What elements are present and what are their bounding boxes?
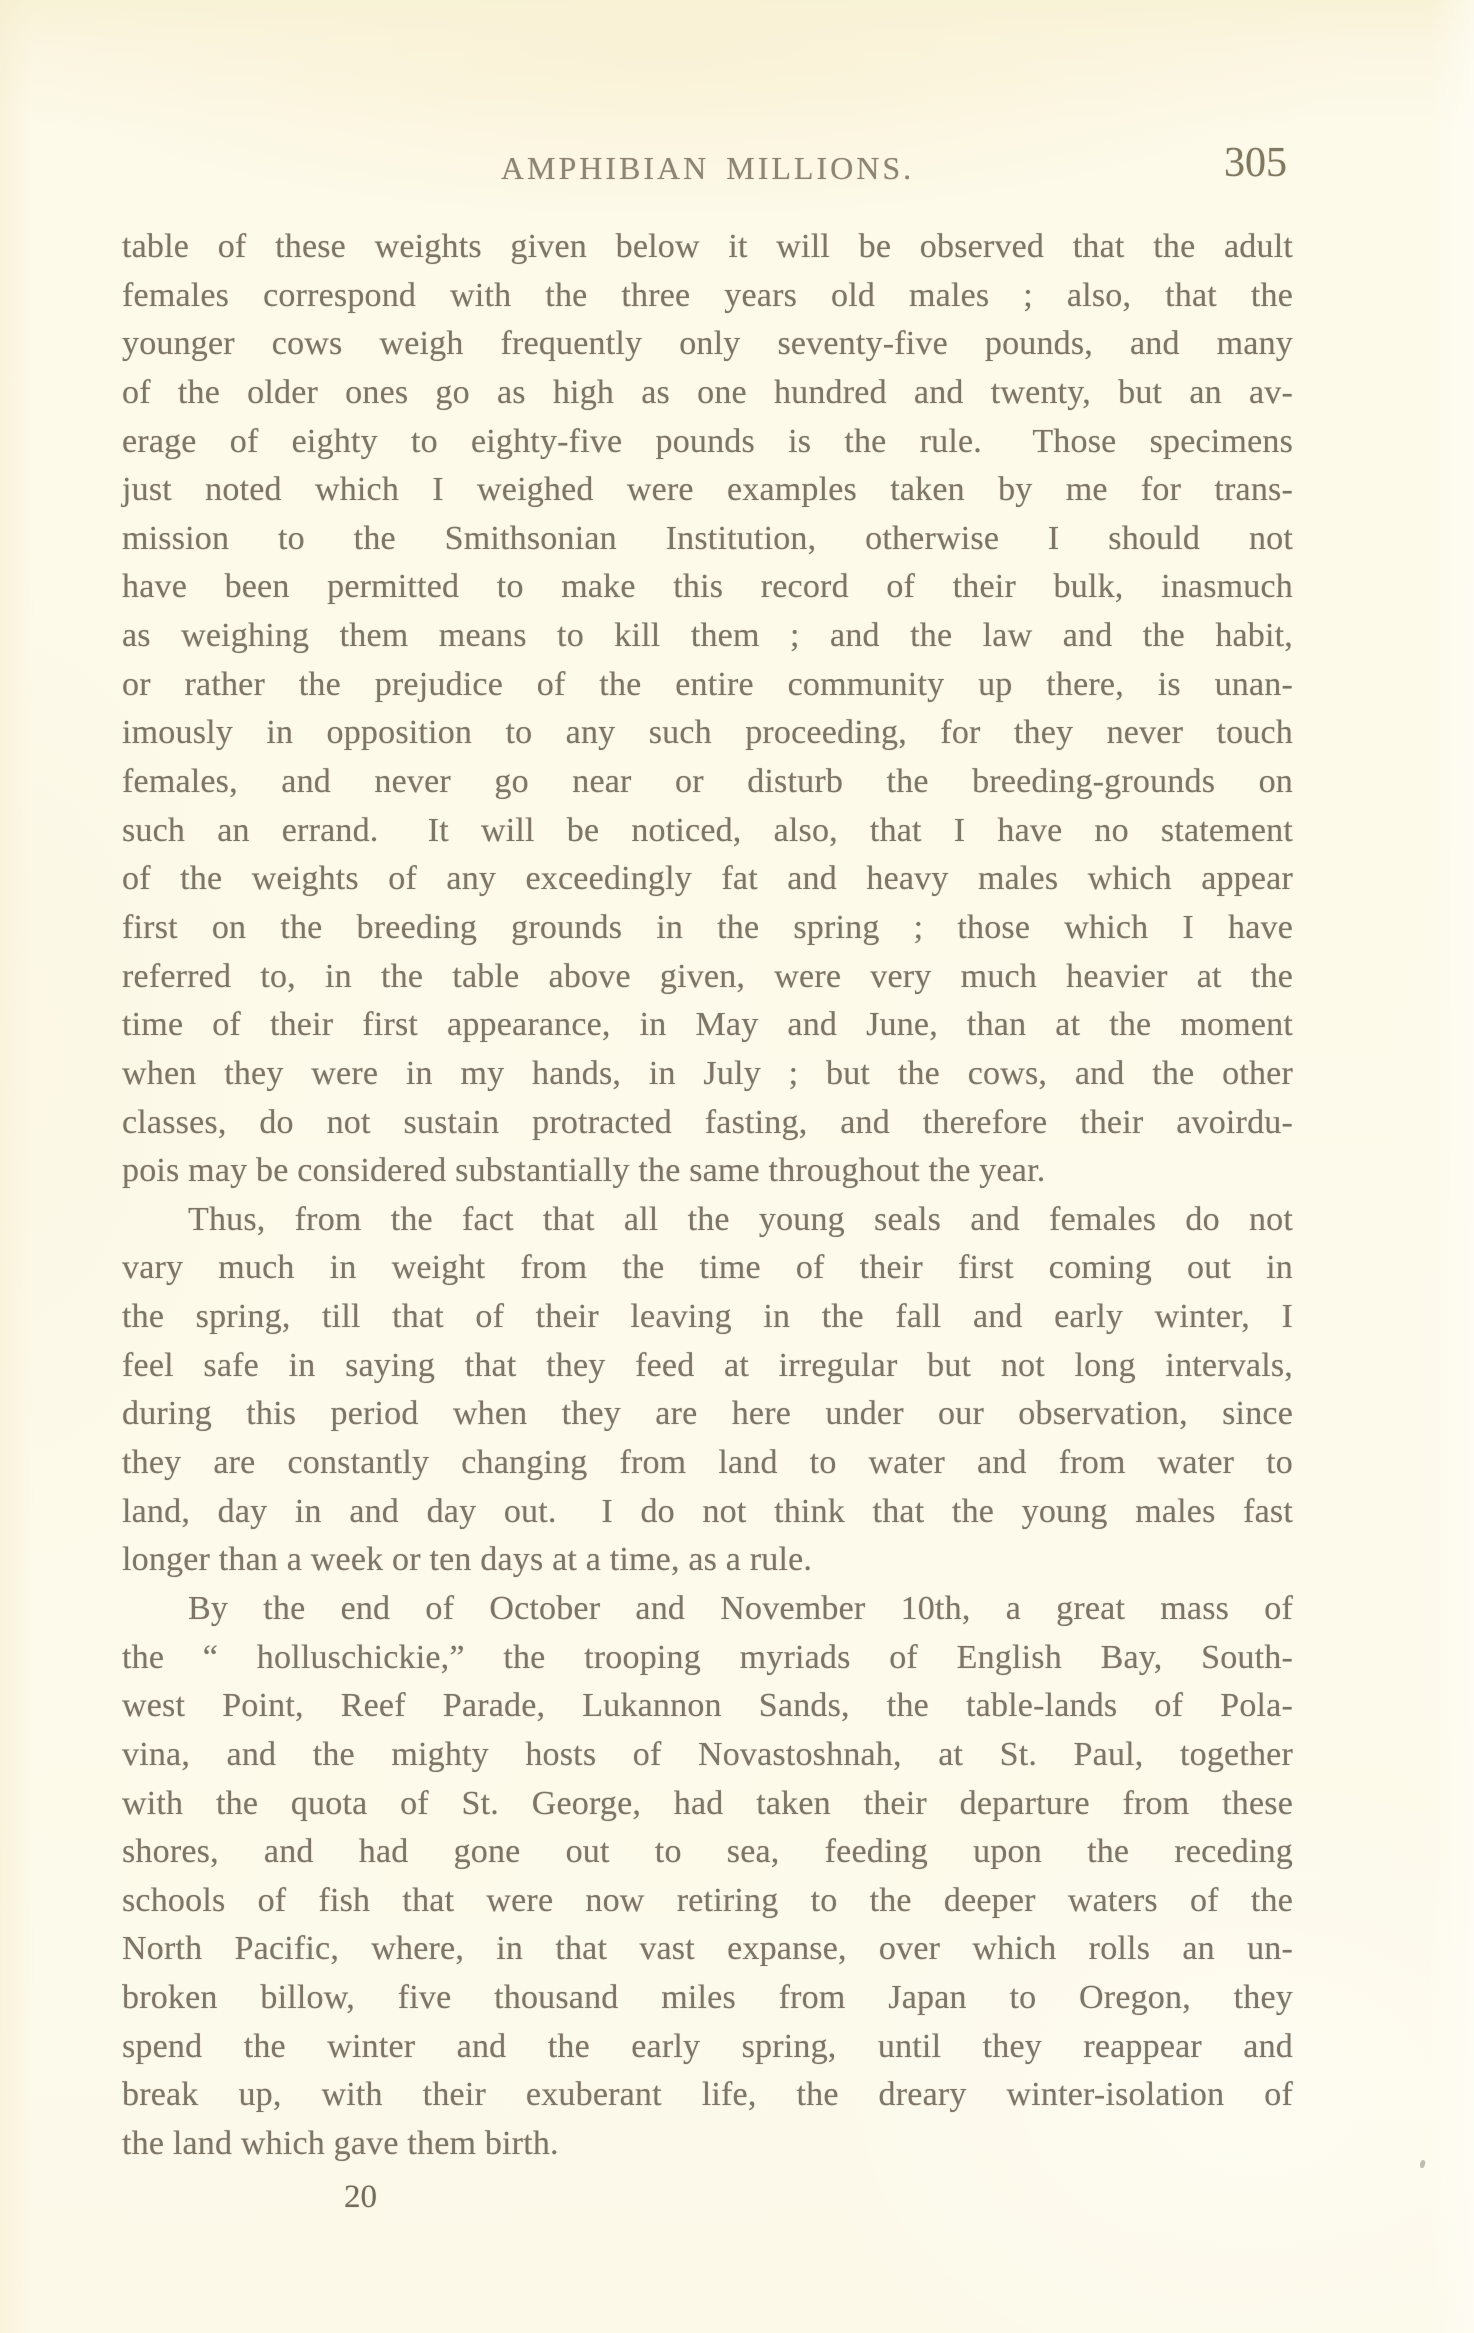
text-line: the land which gave them birth. [122,2124,559,2162]
text-line: as weighing them means to kill them ; and the law and the habit, [122,617,1293,655]
text-line: spend the winter and the early spring, until they reappear and [122,2027,1293,2065]
text-line: the “ holluschickie,” the trooping myriads of English Bay, South- [122,1638,1293,1676]
signature-mark: 20 [344,2178,377,2215]
text-line: females, and never go near or disturb the breeding-grounds on [122,763,1293,801]
text-line: have been permitted to make this record of their bulk, inasmuch [122,568,1293,606]
text-line: just noted which I weighed were examples taken by me for trans- [122,471,1293,509]
text-line: feel safe in saying that they feed at irregular but not long intervals, [122,1346,1293,1384]
text-line-paragraph-start: Thus, from the fact that all the young seals and females do not [188,1200,1293,1238]
text-line: of the older ones go as high as one hundred and twenty, but an av- [122,373,1293,411]
text-line: they are constantly changing from land to water and from water to [122,1444,1293,1482]
text-line: females correspond with the three years old males ; also, that the [122,276,1293,314]
text-line: North Pacific, where, in that vast expanse, over which rolls an un- [122,1930,1293,1968]
text-line: land, day in and day out. I do not think that the young males fast [122,1492,1293,1530]
text-line: the spring, till that of their leaving in the fall and early winter, I [122,1298,1293,1336]
text-line: erage of eighty to eighty-five pounds is the rule. Those specimens [122,422,1293,460]
text-line: younger cows weigh frequently only seventy-five pounds, and many [122,325,1293,363]
text-line: schools of fish that were now retiring to the deeper waters of the [122,1881,1293,1919]
text-line: time of their first appearance, in May and June, than at the moment [122,1006,1293,1044]
text-line: with the quota of St. George, had taken their departure from these [122,1784,1293,1822]
scan-speck [1419,2159,1426,2168]
text-line: longer than a week or ten days at a time, as a rule. [122,1541,813,1579]
text-line: vina, and the mighty hosts of Novastoshnah, at St. Paul, together [122,1735,1293,1773]
text-line: when they were in my hands, in July ; but the cows, and the other [122,1054,1293,1092]
text-line: table of these weights given below it will be observed that the adult [122,228,1293,265]
text-line: such an errand. It will be noticed, also, that I have no statement [122,811,1293,849]
page-header [122,0,1293,220]
running-title: AMPHIBIAN MILLIONS. [500,150,915,186]
text-line: broken billow, five thousand miles from Japan to Oregon, they [122,1979,1293,2017]
body-text [122,223,1293,2221]
text-line: imously in opposition to any such proceeding, for they never touch [122,714,1293,752]
text-line: west Point, Reef Parade, Lukannon Sands, the table-lands of Pola- [122,1687,1293,1725]
text-line: first on the breeding grounds in the spring ; those which I have [122,908,1293,946]
page-number: 305 [1224,140,1287,186]
text-line: shores, and had gone out to sea, feeding upon the receding [122,1833,1293,1871]
text-line: break up, with their exuberant life, the dreary winter-isolation of [122,2076,1293,2114]
text-line: pois may be considered substantially the same throughout the year. [122,1152,1046,1190]
text-line: vary much in weight from the time of their first coming out in [122,1249,1293,1287]
text-line: referred to, in the table above given, were very much heavier at the [122,957,1293,995]
text-line: classes, do not sustain protracted fasting, and therefore their avoirdu- [122,1103,1293,1141]
text-line: of the weights of any exceedingly fat and heavy males which appear [122,860,1293,898]
text-line: or rather the prejudice of the entire community up there, is unan- [122,665,1293,703]
text-line: during this period when they are here under our observation, since [122,1395,1293,1433]
text-line-paragraph-start: By the end of October and November 10th, a great mass of [188,1589,1293,1627]
text-line: mission to the Smithsonian Institution, otherwise I should not [122,519,1293,557]
